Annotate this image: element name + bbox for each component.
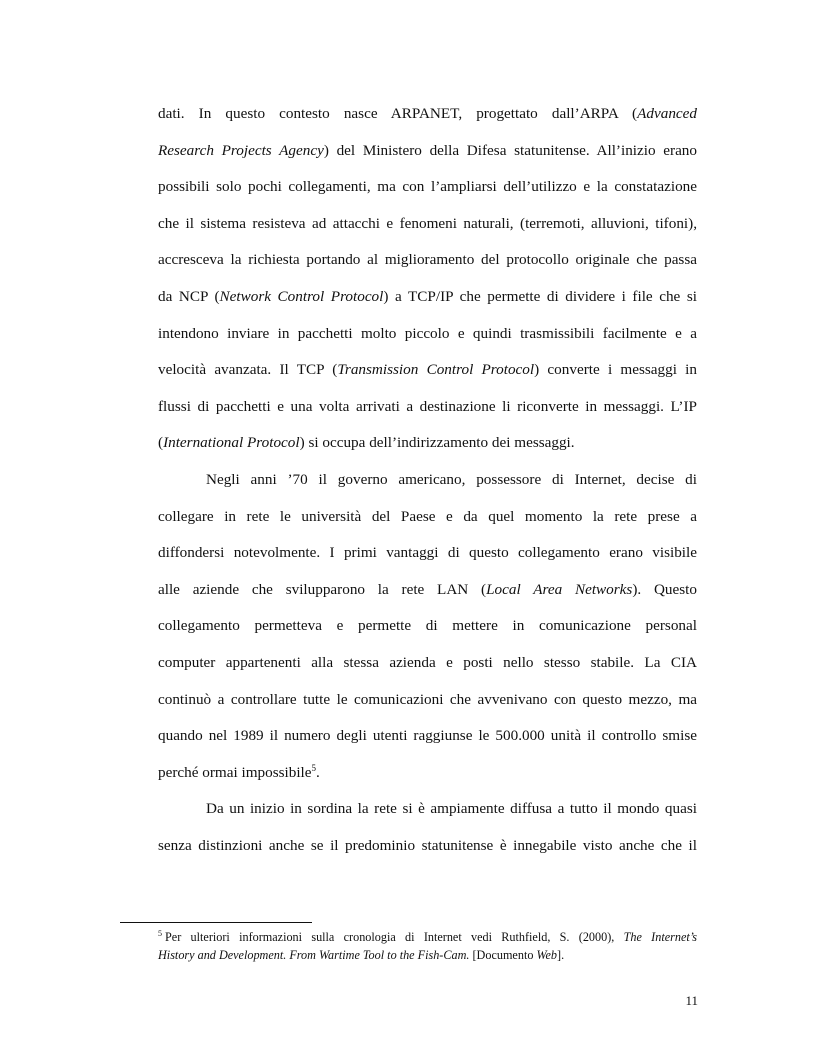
text-line: che il sistema resisteva ad attacchi e fenomeni naturali, (terremoti, alluvioni, tifoni),: [158, 214, 697, 232]
text-line: alle aziende che svilupparono la rete LAN (Local Area Networks). Questo: [158, 580, 697, 598]
footnote-separator: [120, 922, 312, 923]
text-line: da NCP (Network Control Protocol) a TCP/IP che permette di dividere i file che si: [158, 287, 697, 305]
text-line: Negli anni ’70 il governo americano, possessore di Internet, decise di: [206, 470, 697, 488]
text-line: dati. In questo contesto nasce ARPANET, progettato dall’ARPA (Advanced: [158, 105, 697, 122]
text-line: collegare in rete le università del Paese e da quel momento la rete prese a: [158, 507, 697, 525]
text-line: continuò a controllare tutte le comunicazioni che avvenivano con questo mezzo, ma: [158, 690, 697, 708]
page-number: 11: [685, 993, 698, 1008]
footnote-reference[interactable]: 5: [311, 762, 317, 773]
text-line: collegamento permetteva e permette di mettere in comunicazione personal: [158, 617, 697, 635]
text-line: intendono inviare in pacchetti molto piccolo e quindi trasmissibili facilmente e a: [158, 324, 697, 342]
text-line: quando nel 1989 il numero degli utenti raggiunse le 500.000 unità il controllo smise: [158, 727, 697, 745]
footnote-line: $^5$ Per ulteriori informazioni sulla cronologia di Internet vedi Ruthfield, S. (2000), The Internet’s: [158, 928, 697, 944]
text-line: velocità avanzata. Il TCP (Transmission Control Protocol) converte i messaggi in: [158, 361, 697, 379]
body-text: [158, 96, 697, 864]
footnote-mark: 5: [158, 928, 162, 938]
text-line: flussi di pacchetti e una volta arrivati a destinazione li riconverte in messaggi. L’IP: [158, 397, 697, 415]
text-line: Da un inizio in sordina la rete si è ampiamente diffusa a tutto il mondo quasi: [206, 800, 697, 818]
text-line: senza distinzioni anche se il predominio statunitense è innegabile visto anche che il: [158, 836, 697, 854]
text-line: accresceva la richiesta portando al miglioramento del protocollo originale che passa: [158, 251, 697, 269]
text-line: possibili solo pochi collegamenti, ma con l’ampliarsi dell’utilizzo e la constatazione: [158, 178, 697, 196]
text-line: Research Projects Agency) del Ministero della Difesa statunitense. All’inizio erano: [158, 141, 697, 159]
footnote-line: History and Development. From Wartime Tool to the Fish-Cam. [Documento Web].: [158, 948, 565, 962]
footnote: [158, 928, 697, 964]
text-line: computer appartenenti alla stessa azienda e posti nello stesso stabile. La CIA: [158, 653, 697, 671]
text-line: perché ormai impossibile$^5$.: [158, 762, 320, 781]
text-line: (International Protocol) si occupa dell’indirizzamento dei messaggi.: [158, 434, 575, 452]
text-line: diffondersi notevolmente. I primi vantaggi di questo collegamento erano visibile: [158, 544, 697, 562]
